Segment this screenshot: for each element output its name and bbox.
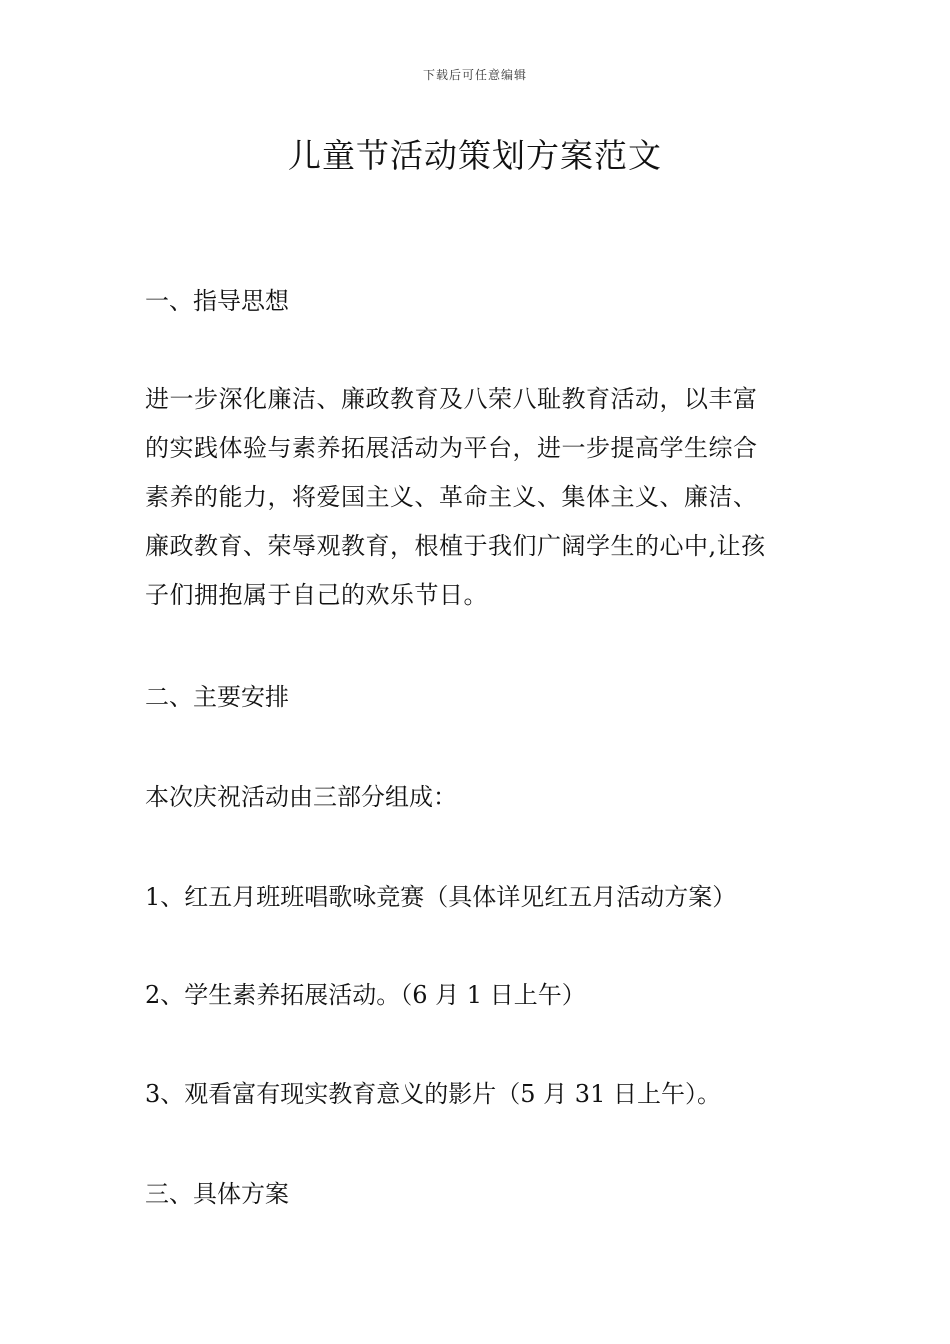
list-item-3: 3、观看富有现实教育意义的影片（5 月 31 日上午）。: [145, 1080, 721, 1108]
paragraph-line: 素养的能力，将爱国主义、革命主义、集体主义、廉洁、: [145, 483, 758, 511]
list-item-2: 2、学生素养拓展活动。（6 月 1 日上午）: [145, 981, 586, 1009]
section-heading-specific-plan: 三、具体方案: [145, 1180, 289, 1208]
paragraph-line: 的实践体验与素养拓展活动为平台，进一步提高学生综合: [145, 434, 758, 462]
paragraph-line: 廉政教育、荣辱观教育，根植于我们广阔学生的心中,让孩: [145, 532, 766, 560]
intro-text: 本次庆祝活动由三部分组成：: [145, 783, 457, 811]
section-heading-guiding-thought: 一、指导思想: [145, 287, 289, 315]
paragraph-guiding-thought: [145, 375, 810, 620]
list-item-1: 1、红五月班班唱歌咏竞赛（具体详见红五月活动方案）: [145, 883, 737, 911]
page-header-note: 下载后可任意编辑: [422, 68, 527, 82]
paragraph-line: 进一步深化廉洁、廉政教育及八荣八耻教育活动，以丰富: [145, 385, 758, 413]
section-heading-main-arrangement: 二、主要安排: [145, 683, 289, 711]
document-title: 儿童节活动策划方案范文: [288, 136, 662, 175]
paragraph-line: 子们拥抱属于自己的欢乐节日。: [145, 581, 488, 609]
